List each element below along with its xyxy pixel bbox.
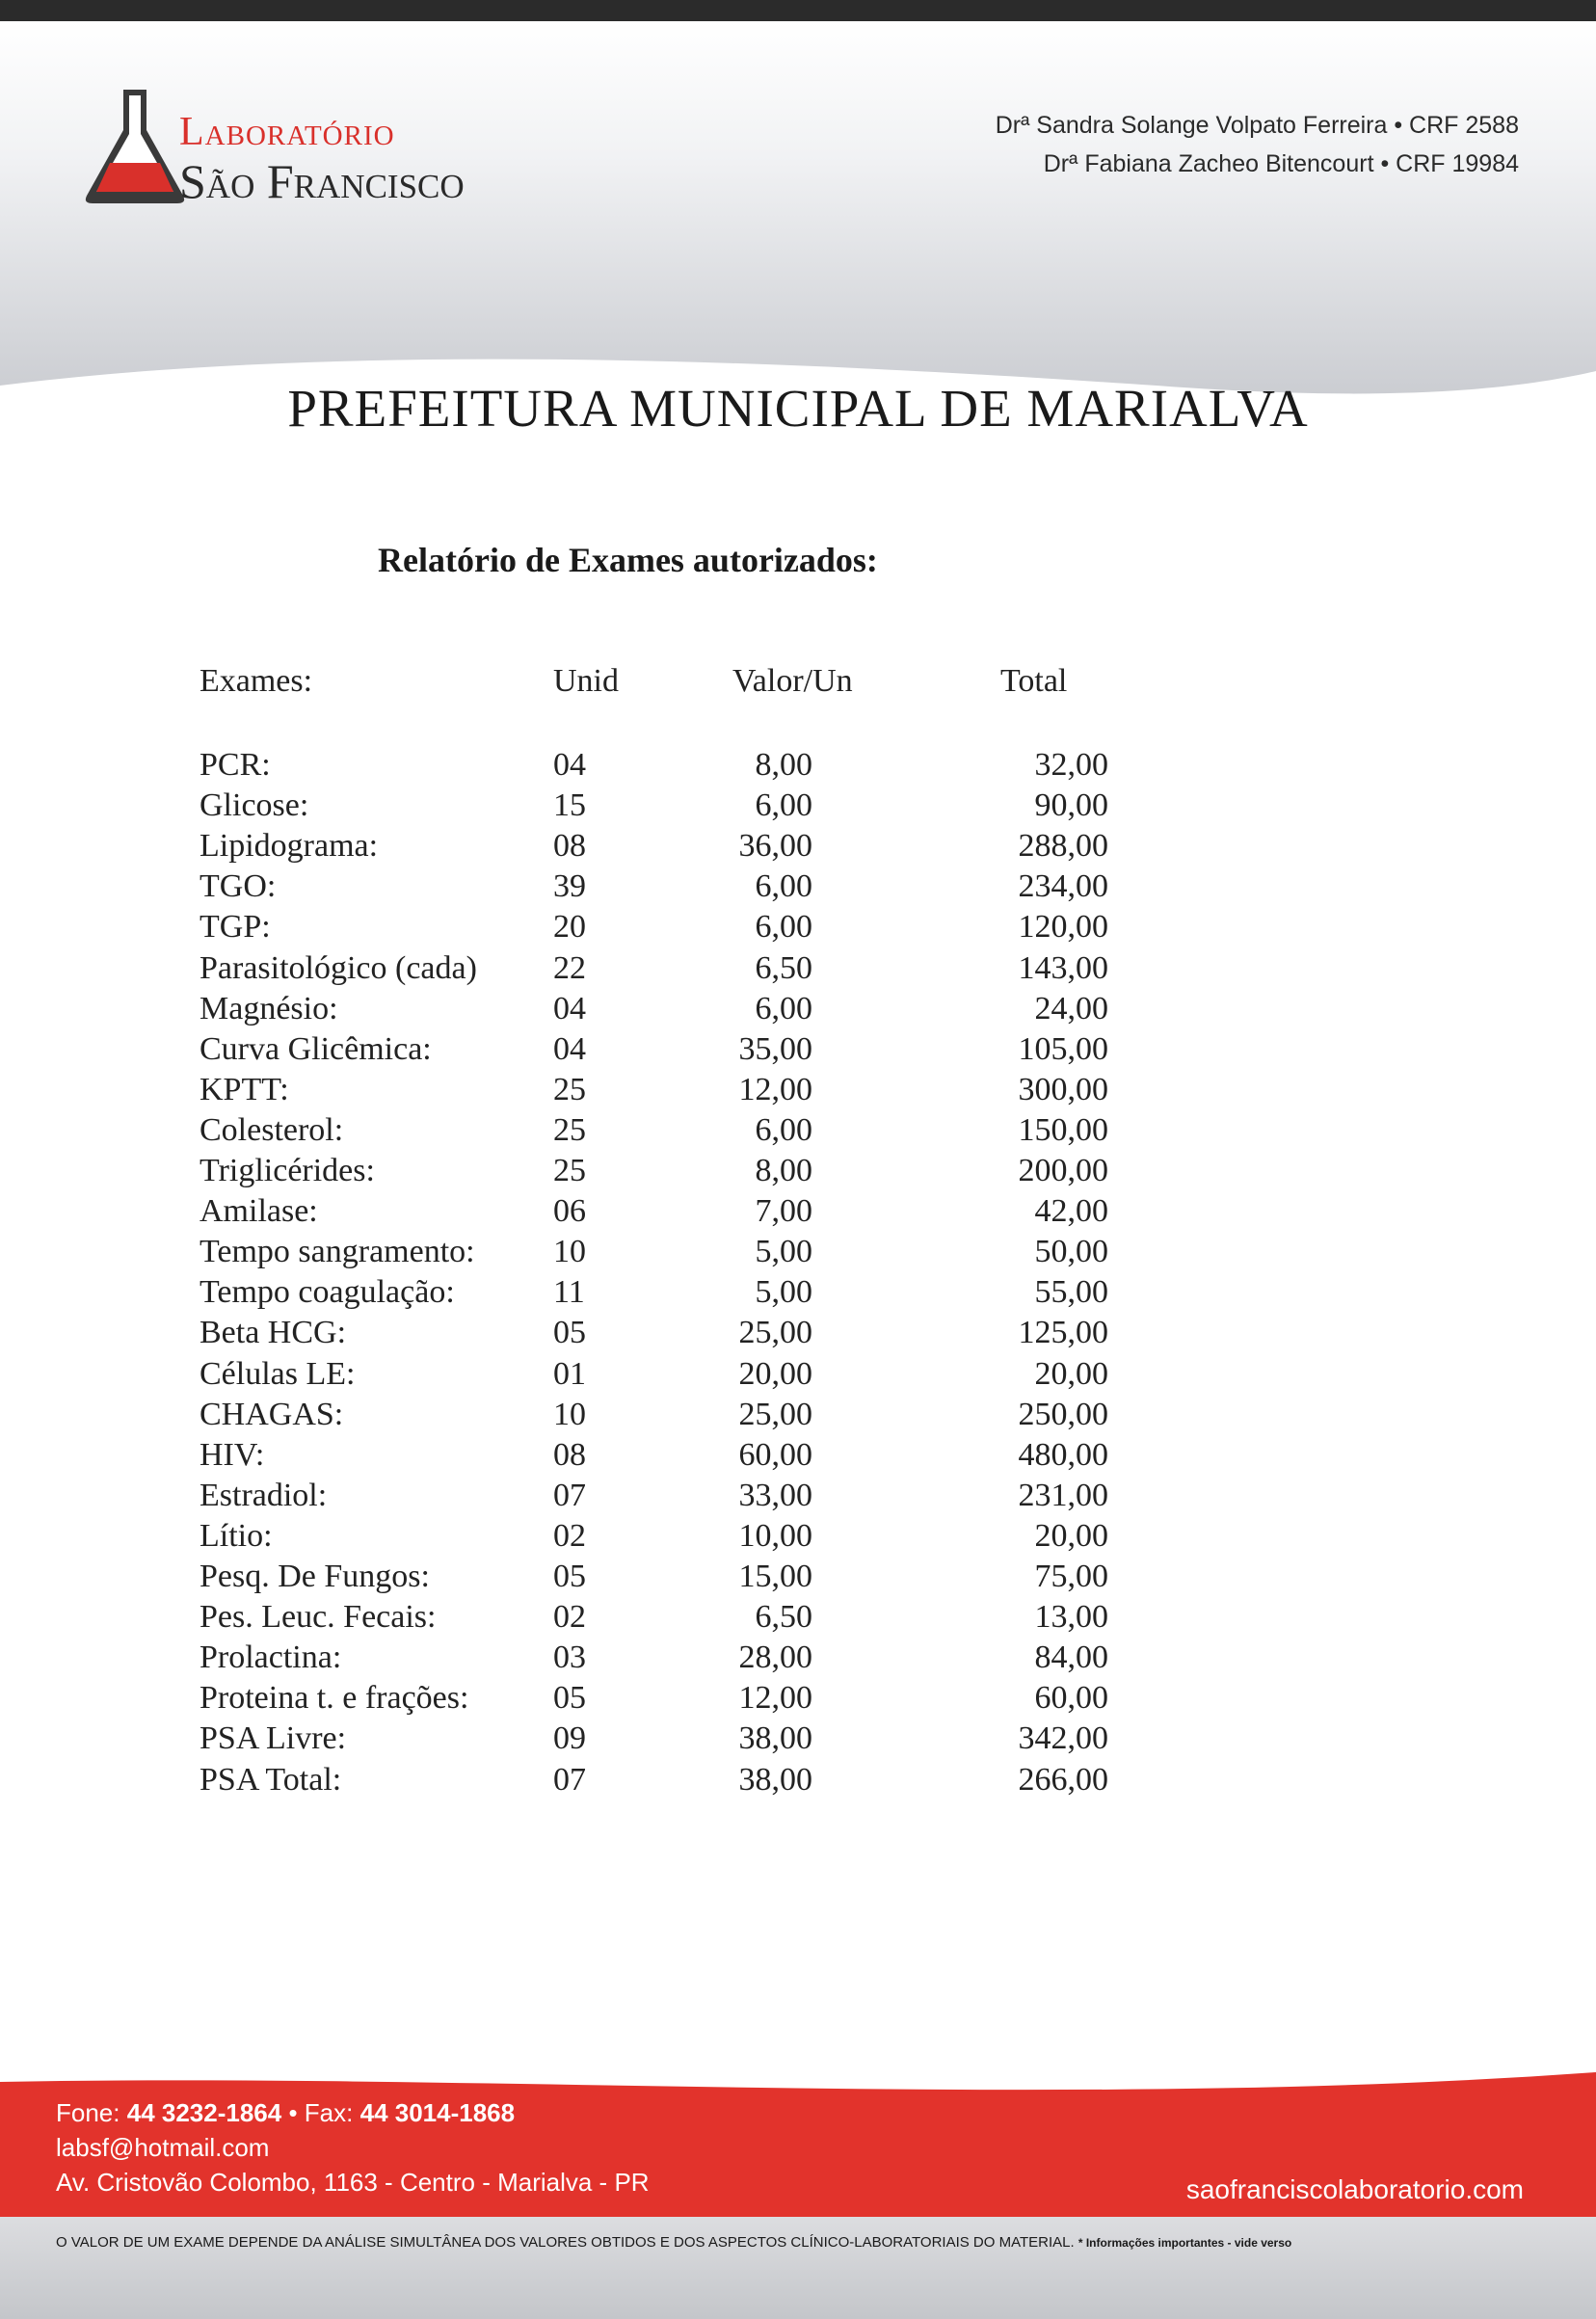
exam-total: 231,00 (1018, 1477, 1108, 1513)
exam-name: Triglicérides: (200, 1153, 375, 1188)
footer-phone-line (56, 2095, 650, 2130)
exam-valor: 25,00 (738, 1315, 812, 1351)
doctor-1: Drª Sandra Solange Volpato Ferreira • CRF 2588 (995, 112, 1519, 139)
exam-unid: 08 (553, 828, 586, 865)
fax-label: Fax: (304, 2098, 354, 2127)
exam-name: Parasitológico (cada) (200, 949, 477, 986)
col-header-valor: Valor/Un (732, 663, 853, 699)
exam-total: 288,00 (1018, 828, 1108, 865)
exam-total: 143,00 (1018, 949, 1108, 986)
exam-name: Tempo coagulação: (200, 1274, 455, 1311)
exam-name: Lítio: (200, 1517, 273, 1554)
exam-total: 55,00 (1034, 1274, 1108, 1311)
exam-total: 266,00 (1018, 1761, 1108, 1798)
fax-number: 44 3014-1868 (359, 2098, 516, 2127)
exam-valor: 20,00 (738, 1355, 812, 1392)
fone-label: Fone: (56, 2098, 120, 2127)
exam-name: Tempo sangramento: (200, 1234, 475, 1270)
exam-name: PSA Total: (200, 1761, 342, 1798)
exam-name: PSA Livre: (200, 1720, 347, 1757)
exam-name: Glicose: (200, 787, 309, 824)
disclaimer (56, 2234, 1291, 2251)
exam-total: 342,00 (1018, 1720, 1108, 1757)
exam-name: Curva Glicêmica: (200, 1030, 432, 1067)
col-header-unid: Unid (553, 663, 619, 699)
exam-unid: 03 (553, 1639, 586, 1676)
report-subtitle: Relatório de Exames autorizados: (378, 541, 878, 579)
exam-name: HIV: (200, 1436, 265, 1473)
exam-unid: 25 (553, 1153, 586, 1188)
exam-total: 480,00 (1018, 1436, 1108, 1473)
exam-total: 90,00 (1034, 787, 1108, 824)
exam-unid: 07 (553, 1477, 586, 1513)
exam-valor: 33,00 (738, 1477, 812, 1513)
doctor-2: Drª Fabiana Zacheo Bitencourt • CRF 19984 (1043, 150, 1519, 177)
exam-valor: 28,00 (738, 1639, 812, 1676)
exam-total: 60,00 (1034, 1680, 1108, 1717)
exam-unid: 06 (553, 1193, 586, 1230)
exam-total: 42,00 (1034, 1193, 1108, 1230)
footer-email: labsf@hotmail.com (56, 2133, 270, 2162)
logo-text-sao-francisco: São Francisco (179, 154, 465, 208)
col-header-total: Total (1000, 663, 1068, 699)
exam-valor: 8,00 (755, 1153, 812, 1188)
exam-valor: 6,00 (755, 990, 812, 1026)
exam-unid: 15 (553, 787, 586, 824)
footer-address: Av. Cristovão Colombo, 1163 - Centro - Marialva - PR (56, 2168, 650, 2197)
col-header-exames: Exames: (200, 663, 313, 699)
exam-valor: 38,00 (738, 1720, 812, 1757)
exam-name: Proteina t. e frações: (200, 1680, 469, 1717)
fone-number: 44 3232-1864 (126, 2098, 282, 2127)
exam-total: 125,00 (1018, 1315, 1108, 1351)
exam-valor: 10,00 (738, 1517, 812, 1554)
exam-valor: 5,00 (755, 1234, 812, 1270)
exam-name: Amilase: (200, 1193, 318, 1230)
exam-unid: 04 (553, 990, 586, 1026)
exam-unid: 02 (553, 1517, 586, 1554)
exam-name: Beta HCG: (200, 1315, 347, 1351)
disclaimer-band (0, 2217, 1596, 2319)
exam-valor: 35,00 (738, 1030, 812, 1067)
exam-unid: 11 (553, 1274, 585, 1311)
exam-unid: 05 (553, 1680, 586, 1717)
exam-unid: 04 (553, 1030, 586, 1067)
exam-unid: 25 (553, 1111, 586, 1148)
exam-unid: 04 (553, 747, 586, 783)
exam-valor: 6,00 (755, 1111, 812, 1148)
exam-unid: 05 (553, 1315, 586, 1351)
exam-unid: 01 (553, 1355, 586, 1392)
exam-valor: 12,00 (738, 1680, 812, 1717)
exam-total: 24,00 (1034, 990, 1108, 1026)
exam-total: 300,00 (1018, 1071, 1108, 1107)
exam-valor: 6,00 (755, 909, 812, 946)
exam-name: PCR: (200, 747, 271, 783)
exam-valor: 15,00 (738, 1559, 812, 1594)
exam-unid: 07 (553, 1761, 586, 1798)
page-title: PREFEITURA MUNICIPAL DE MARIALVA (287, 379, 1309, 438)
logo-text-laboratorio: Laboratório (179, 110, 395, 154)
exam-total: 250,00 (1018, 1396, 1108, 1432)
exam-name: Magnésio: (200, 990, 338, 1026)
exam-unid: 08 (553, 1436, 586, 1473)
exam-name: KPTT: (200, 1071, 289, 1107)
exam-valor: 6,00 (755, 868, 812, 905)
exam-total: 20,00 (1034, 1517, 1108, 1554)
exam-valor: 6,50 (755, 1599, 812, 1636)
exam-valor: 36,00 (738, 828, 812, 865)
exam-unid: 39 (553, 868, 586, 905)
exam-name: TGO: (200, 868, 277, 905)
exam-valor: 60,00 (738, 1436, 812, 1473)
exam-total: 105,00 (1018, 1030, 1108, 1067)
exam-name: Pesq. De Fungos: (200, 1559, 430, 1594)
exam-name: CHAGAS: (200, 1396, 344, 1432)
exam-name: Células LE: (200, 1355, 356, 1392)
exam-valor: 6,50 (755, 949, 812, 986)
disclaimer-text: O VALOR DE UM EXAME DEPENDE DA ANÁLISE SIMULTÂNEA DOS VALORES OBTIDOS E DOS ASPECTOS CLÍNICO-LABORATORIAIS DO MATERIAL. (56, 2234, 1075, 2251)
exam-name: Lipidograma: (200, 828, 379, 865)
exam-total: 20,00 (1034, 1355, 1108, 1392)
exam-valor: 6,00 (755, 787, 812, 824)
exam-name: Estradiol: (200, 1477, 328, 1513)
separator-dot: • (288, 2098, 298, 2127)
exam-unid: 10 (553, 1234, 586, 1270)
exam-valor: 38,00 (738, 1761, 812, 1798)
exam-total: 84,00 (1034, 1639, 1108, 1676)
exam-unid: 10 (553, 1396, 586, 1432)
exam-name: Colesterol: (200, 1111, 344, 1148)
exam-unid: 22 (553, 949, 586, 986)
exam-valor: 25,00 (738, 1396, 812, 1432)
exam-valor: 5,00 (755, 1274, 812, 1311)
exam-unid: 02 (553, 1599, 586, 1636)
exam-unid: 25 (553, 1071, 586, 1107)
exam-valor: 12,00 (738, 1071, 812, 1107)
exam-total: 120,00 (1018, 909, 1108, 946)
exam-unid: 05 (553, 1559, 586, 1594)
exam-name: Pes. Leuc. Fecais: (200, 1599, 437, 1636)
exam-unid: 20 (553, 909, 586, 946)
exam-total: 32,00 (1034, 747, 1108, 783)
exam-total: 234,00 (1018, 868, 1108, 905)
exam-total: 75,00 (1034, 1559, 1108, 1594)
exam-valor: 8,00 (755, 747, 812, 783)
exam-total: 13,00 (1034, 1599, 1108, 1636)
exam-unid: 09 (553, 1720, 586, 1757)
footer-website: saofranciscolaboratorio.com (1185, 2174, 1524, 2204)
exam-name: TGP: (200, 909, 271, 946)
footer-contact (56, 2095, 650, 2199)
exam-total: 200,00 (1018, 1153, 1108, 1188)
exam-valor: 7,00 (755, 1193, 812, 1230)
exam-total: 150,00 (1018, 1111, 1108, 1148)
disclaimer-note: * Informações importantes - vide verso (1077, 2236, 1292, 2250)
exam-total: 50,00 (1034, 1234, 1108, 1270)
exam-name: Prolactina: (200, 1639, 342, 1676)
